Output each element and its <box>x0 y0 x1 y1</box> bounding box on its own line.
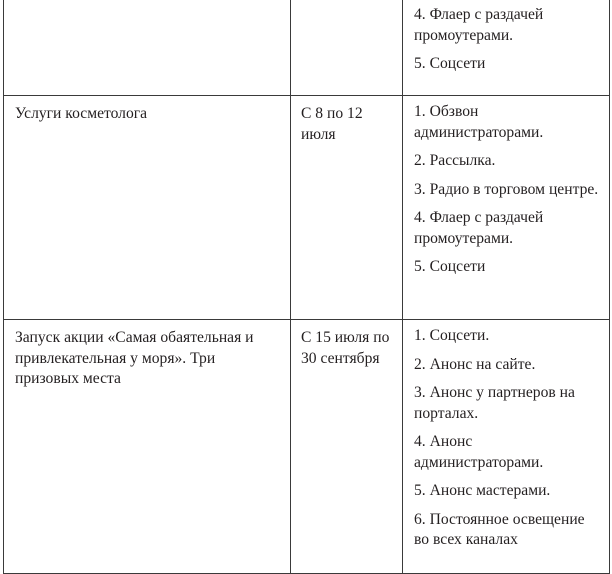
dates-text: С 8 по 12 июля <box>301 105 363 143</box>
dates-text: С 15 июля по 30 сентября <box>301 329 390 367</box>
channel-item: 4. Флаер с раздачей промоутерами. <box>414 209 544 247</box>
channel-item: 1. Соцсети. <box>414 327 490 344</box>
channel-item: 5. Анонс мастерами. <box>414 482 551 499</box>
service-cell <box>4 0 291 96</box>
service-text: Услуги косметолога <box>15 105 148 122</box>
service-text: Запуск акции «Самая обаятельная и привлекательная у моря». Три призовых места <box>15 329 254 387</box>
channel-item: 5. Соцсети <box>414 55 486 72</box>
channel-item: 3. Радио в торговом центре. <box>414 180 599 198</box>
channel-item: 4. Анонс администраторами. <box>414 433 544 471</box>
channel-item: 4. Флаер с раздачей промоутерами. <box>414 6 544 44</box>
service-cell <box>4 96 291 320</box>
channels-cell <box>403 0 610 96</box>
service-cell <box>4 320 291 574</box>
channels-cell <box>403 96 610 320</box>
channel-item: 3. Анонс у партнеров на порталах. <box>414 384 575 422</box>
table-row <box>4 320 610 574</box>
channel-item: 2. Анонс на сайте. <box>414 355 536 373</box>
channels-cell <box>403 320 610 574</box>
dates-cell <box>291 0 403 96</box>
channel-item: 2. Рассылка. <box>414 152 496 169</box>
channel-item: 6. Постоянное освещение во всех каналах <box>414 510 585 548</box>
table-row <box>4 0 610 96</box>
channel-item: 5. Соцсети <box>414 258 486 275</box>
dates-cell <box>291 96 403 320</box>
dates-cell <box>291 320 403 574</box>
channel-item: 1. Обзвон администраторами. <box>414 103 544 141</box>
table-row <box>4 96 610 320</box>
promotion-plan-table <box>3 0 610 574</box>
